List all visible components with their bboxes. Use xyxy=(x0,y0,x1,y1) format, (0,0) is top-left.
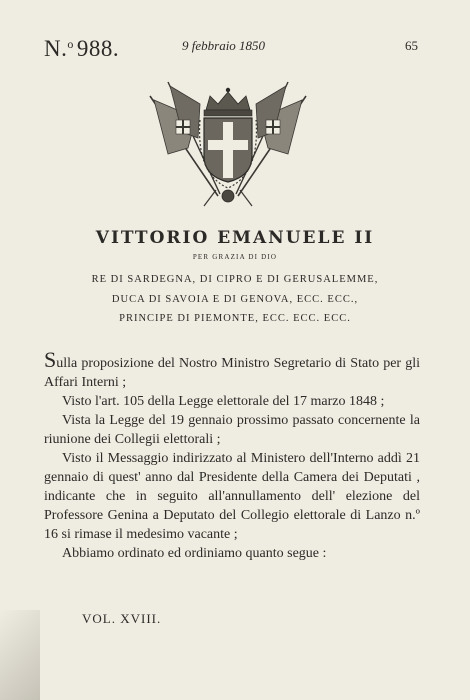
royal-title-1: RE DI SARDEGNA, DI CIPRO E DI GERUSALEMME, xyxy=(91,274,379,285)
royal-title-3: PRINCIPE DI PIEMONTE, ECC. ECC. ECC. xyxy=(119,313,351,324)
paragraph-message: Visto il Messaggio indirizzato al Ministero dell'Interno addì 21 gennaio di quest' anno dal Presidente della Camera dei Deputati , indicante che in seguito all'annullamento dell' elezione del Professore Genina a Deputato del Collegio elettorale di Lanzo n.º 16 si rimase il medesimo vacante ; xyxy=(44,451,420,542)
paragraph-proposal-text: ulla proposizione del Nostro Ministro Segretario di Stato per gli Affari Interni ; xyxy=(44,356,420,390)
savoy-coat-of-arms-icon xyxy=(146,78,310,208)
paragraph-proposal xyxy=(44,347,420,392)
by-grace-of-god: PER GRAZIA DI DIO xyxy=(192,253,278,261)
number-value: 988. xyxy=(76,36,120,61)
king-name: VITTORIO EMANUELE II xyxy=(95,228,375,248)
decree-body xyxy=(44,347,420,563)
page-number: 65 xyxy=(405,38,418,53)
drop-cap: S xyxy=(44,347,57,372)
paragraph-article: Visto l'art. 105 della Legge elettorale del 17 marzo 1848 ; xyxy=(62,394,385,409)
paragraph-order: Abbiamo ordinato ed ordiniamo quanto segue : xyxy=(62,546,327,561)
paragraph-law: Vista la Legge del 19 gennaio prossimo passato concernente la riunione dei Collegii elettorali ; xyxy=(44,413,420,447)
royal-title-2: DUCA DI SAVOIA E DI GENOVA, ECC. ECC., xyxy=(111,294,359,305)
volume-label: VOL. XVIII. xyxy=(82,611,162,626)
page-corner-shadow xyxy=(0,610,40,700)
header-row xyxy=(44,36,418,68)
number-superscript: o xyxy=(67,37,74,51)
number-prefix: N. xyxy=(44,36,68,61)
document-number xyxy=(44,36,119,62)
document-date: 9 febbraio 1850 xyxy=(182,38,266,53)
